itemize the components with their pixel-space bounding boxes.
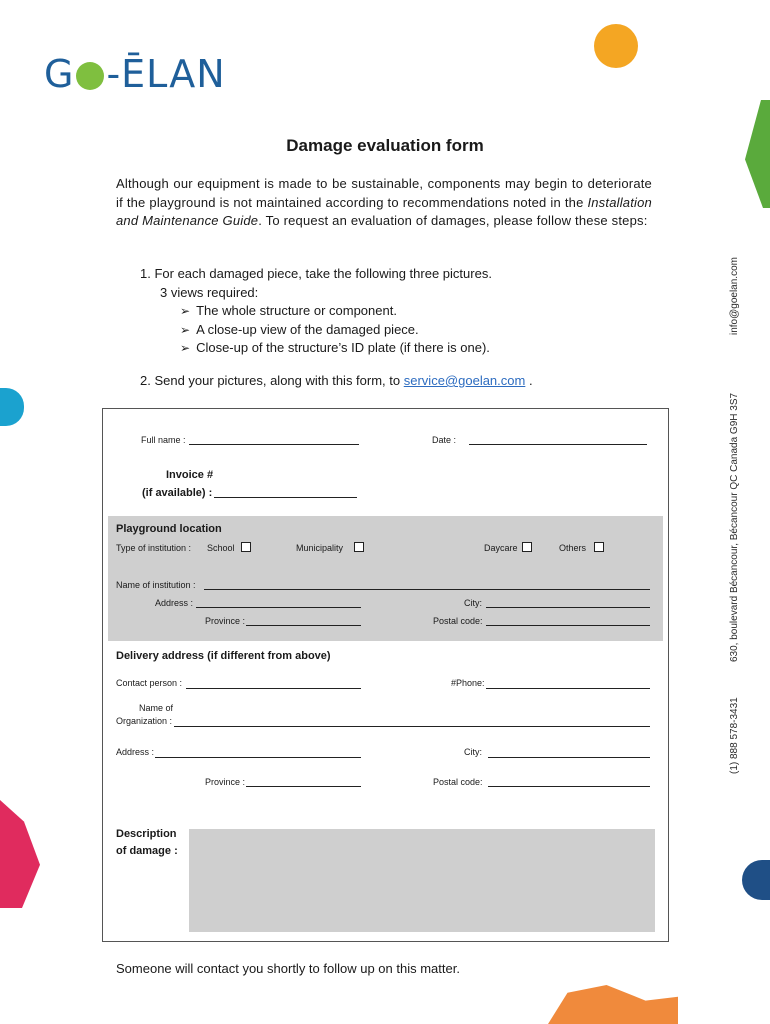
contact-person-field[interactable]: [186, 688, 361, 689]
goelan-logo: [44, 52, 226, 96]
type-of-institution-label: Type of institution :: [116, 543, 192, 553]
phone-field[interactable]: [486, 688, 650, 689]
city2-label: City:: [464, 747, 482, 757]
page-title: Damage evaluation form: [286, 136, 484, 155]
full-name-label: Full name :: [141, 435, 186, 445]
delivery-address-heading: Delivery address (if different from above): [116, 650, 331, 662]
city2-field[interactable]: [488, 757, 650, 758]
views-required: 3 views required:: [160, 284, 259, 300]
municipality-checkbox[interactable]: [354, 542, 364, 552]
name-of-label: Name of: [139, 703, 174, 713]
intro-paragraph: Although our equipment is made to be sustainable, components may begin to deteriorate if the playground is not maintained according to recommendations noted in the Installation and Maintenance Guide. To request an evaluation of damages, please follow these steps:: [116, 176, 652, 228]
province2-field[interactable]: [246, 786, 361, 787]
organization-label: Organization :: [116, 716, 173, 726]
bullet-item: ➢ A close-up view of the damaged piece.: [140, 321, 492, 340]
bullet-item: ➢ Close-up of the structure’s ID plate (if there is one).: [140, 339, 492, 358]
footer-note: Someone will contact you shortly to follow up on this matter.: [116, 961, 460, 976]
logo-ball-icon: [76, 62, 104, 90]
address2-field[interactable]: [155, 757, 361, 758]
date-label: Date :: [432, 435, 457, 445]
step-1: 1. For each damaged piece, take the following three pictures.: [140, 266, 492, 281]
others-label: Others: [559, 543, 587, 553]
logo-text-start: G: [44, 52, 75, 96]
name-of-institution-field[interactable]: [204, 589, 650, 590]
side-address: 630, boulevard Bécancour, Bécancour QC Canada G9H 3S7: [729, 392, 740, 662]
address2-label: Address :: [116, 747, 155, 757]
side-email: info@goelan.com: [729, 257, 740, 335]
blue-shape-decoration: [0, 388, 24, 426]
description-field[interactable]: [189, 829, 655, 932]
others-checkbox[interactable]: [594, 542, 604, 552]
damage-form: [102, 408, 669, 942]
contact-person-label: Contact person :: [116, 678, 183, 688]
address-field[interactable]: [196, 607, 361, 608]
postal-code-label: Postal code:: [433, 616, 483, 626]
daycare-checkbox[interactable]: [522, 542, 532, 552]
postal-code2-field[interactable]: [488, 786, 650, 787]
service-email-link[interactable]: service@goelan.com: [403, 373, 526, 388]
name-of-institution-label: Name of institution :: [116, 580, 196, 590]
of-damage-label: of damage :: [116, 845, 178, 857]
side-phone: (1) 888 578-3431: [729, 697, 740, 774]
playground-location-heading: Playground location: [116, 523, 222, 535]
address-label: Address :: [155, 598, 194, 608]
red-shape-decoration: [0, 800, 40, 908]
province2-label: Province :: [205, 777, 246, 787]
city-field[interactable]: [486, 607, 650, 608]
school-checkbox[interactable]: [241, 542, 251, 552]
full-name-field[interactable]: [189, 444, 359, 445]
postal-code-field[interactable]: [486, 625, 650, 626]
organization-field[interactable]: [174, 726, 650, 727]
daycare-label: Daycare: [484, 543, 518, 553]
description-label: Description: [116, 828, 177, 840]
city-label: City:: [464, 598, 482, 608]
postal-code2-label: Postal code:: [433, 777, 483, 787]
phone-label: #Phone:: [451, 678, 485, 688]
if-available-label: (if available) :: [142, 487, 213, 499]
step-2: 2. Send your pictures, along with this form, to service@goelan.com .: [140, 373, 533, 388]
guide-title: Installation and Maintenance Guide: [116, 194, 652, 228]
invoice-label: Invoice #: [166, 469, 214, 481]
province-field[interactable]: [246, 625, 361, 626]
orange-circle-decoration: [594, 24, 638, 68]
municipality-label: Municipality: [296, 543, 344, 553]
date-field[interactable]: [469, 444, 647, 445]
side-contact-info: [726, 250, 746, 780]
steps-list: [140, 265, 492, 358]
bullet-item: ➢ The whole structure or component.: [140, 302, 492, 321]
navy-shape-decoration: [742, 860, 770, 900]
province-label: Province :: [205, 616, 246, 626]
logo-text-end: -ĒLAN: [106, 52, 226, 96]
school-label: School: [207, 543, 235, 553]
invoice-field[interactable]: [214, 497, 357, 498]
orange-wave-decoration: [548, 985, 678, 1024]
